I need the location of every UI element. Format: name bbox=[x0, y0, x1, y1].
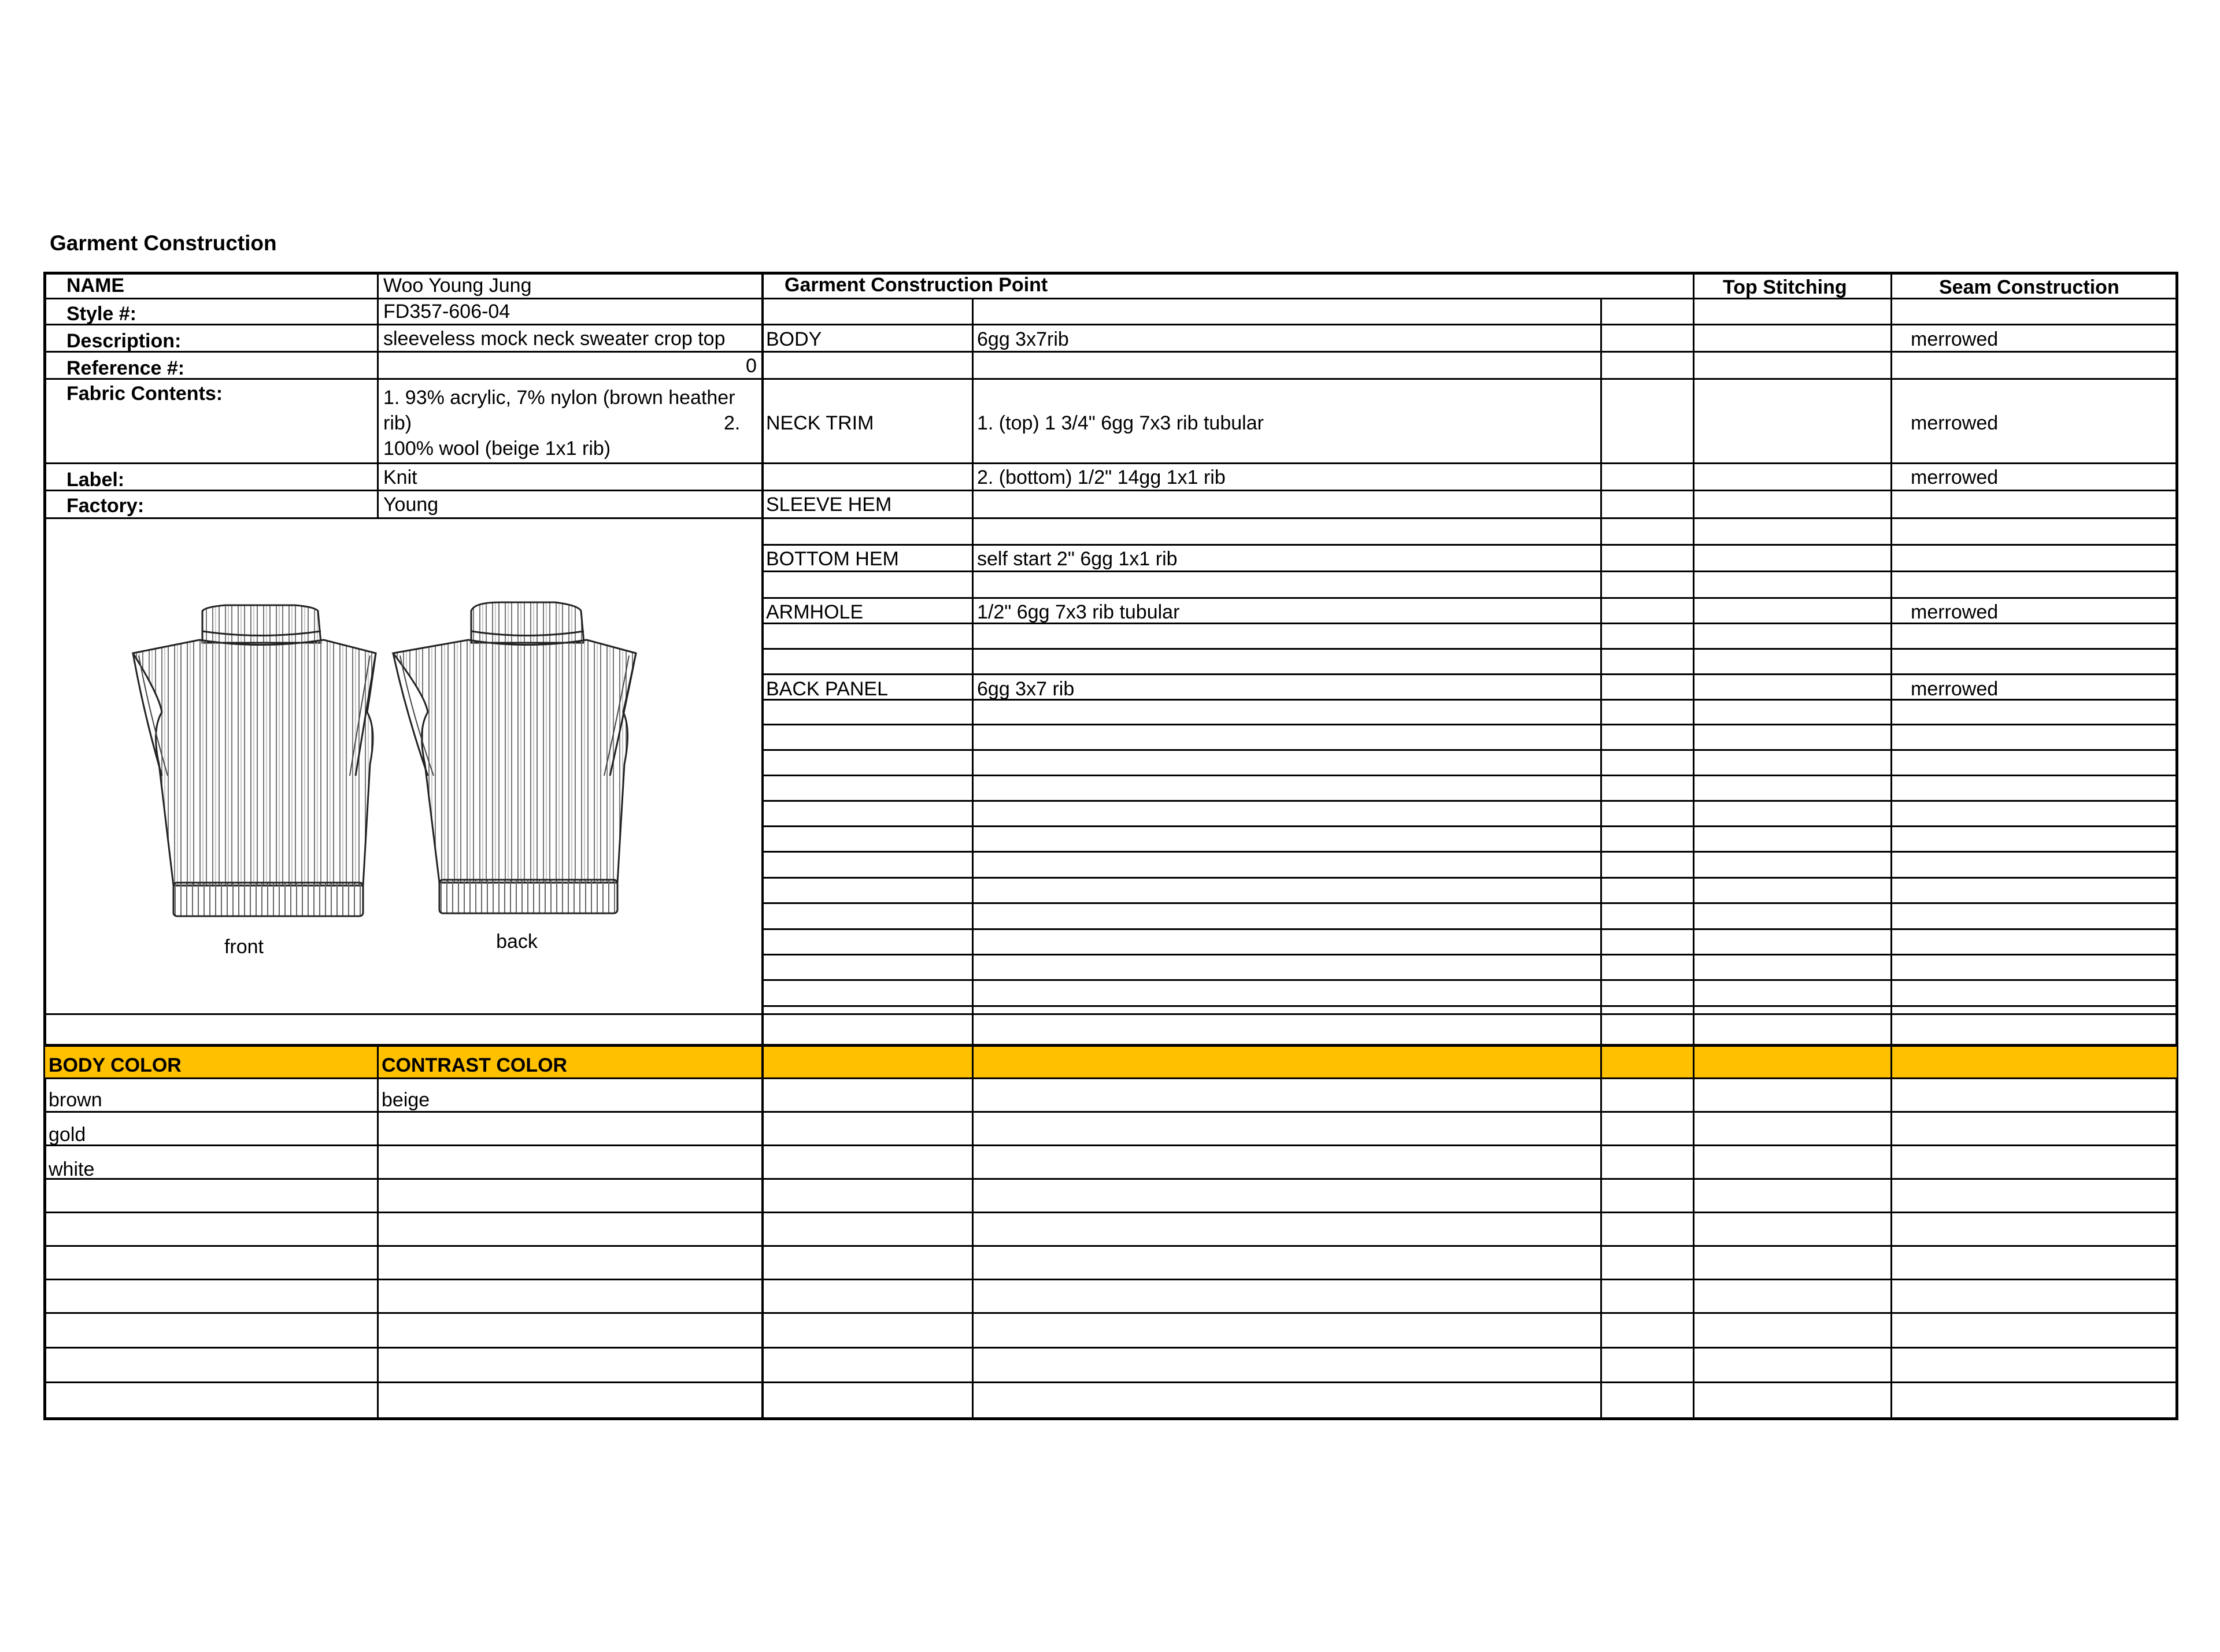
body-color-item: brown bbox=[49, 1089, 102, 1111]
construction-detail: self start 2" 6gg 1x1 rib bbox=[977, 548, 1178, 570]
grid-vline bbox=[377, 272, 379, 519]
grid-hline bbox=[45, 1111, 2177, 1113]
grid-hline bbox=[761, 324, 2177, 325]
grid-hline bbox=[761, 351, 2177, 353]
style-value: FD357-606-04 bbox=[383, 301, 510, 323]
seam-construction-header: Seam Construction bbox=[1939, 276, 2119, 298]
body-color-item: white bbox=[49, 1158, 95, 1180]
grid-hline bbox=[761, 954, 2177, 955]
grid-hline bbox=[761, 648, 2177, 650]
body-color-header: BODY COLOR bbox=[49, 1054, 182, 1076]
contrast-color-header: CONTRAST COLOR bbox=[382, 1054, 568, 1076]
grid-hline bbox=[761, 571, 2177, 572]
grid-hline bbox=[761, 902, 2177, 904]
top-stitching-header: Top Stitching bbox=[1723, 276, 1847, 298]
grid-vline bbox=[761, 272, 764, 1420]
front-sketch bbox=[133, 605, 376, 916]
description-label: Description: bbox=[66, 330, 182, 352]
grid-hline bbox=[761, 800, 2177, 802]
back-label: back bbox=[496, 931, 538, 953]
grid-hline bbox=[45, 1044, 2177, 1047]
style-label: Style #: bbox=[66, 303, 136, 325]
grid-hline bbox=[761, 749, 2177, 751]
back-sketch bbox=[393, 602, 636, 913]
page-title: Garment Construction bbox=[50, 231, 277, 255]
seam-value: merrowed bbox=[1911, 412, 1999, 434]
fabric-label: Fabric Contents: bbox=[66, 383, 223, 405]
grid-hline bbox=[761, 1005, 2177, 1007]
reference-value: 0 bbox=[746, 355, 757, 377]
construction-detail: 6gg 3x7rib bbox=[977, 328, 1069, 350]
construction-detail: 6gg 3x7 rib bbox=[977, 678, 1075, 700]
grid-hline bbox=[45, 1381, 2177, 1383]
seam-value: merrowed bbox=[1911, 466, 1999, 488]
grid-vline bbox=[1693, 272, 1694, 1420]
grid-hline bbox=[45, 324, 761, 325]
grid-hline bbox=[45, 298, 761, 299]
front-label: front bbox=[224, 936, 264, 958]
construction-point: BODY bbox=[766, 328, 822, 350]
grid-hline bbox=[761, 544, 2177, 546]
grid-vline bbox=[1600, 298, 1602, 1420]
color-header-band bbox=[45, 1046, 2177, 1077]
grid-hline bbox=[45, 1077, 2177, 1079]
grid-hline bbox=[761, 851, 2177, 853]
grid-hline bbox=[761, 462, 2177, 464]
grid-hline bbox=[761, 724, 2177, 725]
body-color-item: gold bbox=[49, 1124, 86, 1146]
grid-hline bbox=[761, 825, 2177, 827]
grid-hline bbox=[45, 490, 761, 491]
grid-hline bbox=[45, 1144, 2177, 1146]
label-label: Label: bbox=[66, 469, 125, 491]
factory-label: Factory: bbox=[66, 495, 145, 517]
name-value: Woo Young Jung bbox=[383, 275, 532, 297]
grid-hline bbox=[761, 877, 2177, 879]
factory-value: Young bbox=[383, 494, 439, 516]
grid-vline bbox=[377, 1046, 379, 1420]
fabric-line-2b: 2. bbox=[724, 412, 741, 434]
grid-hline bbox=[761, 928, 2177, 930]
name-label: NAME bbox=[66, 275, 125, 297]
grid-hline bbox=[761, 673, 2177, 675]
construction-point: BOTTOM HEM bbox=[766, 548, 899, 570]
construction-detail: 1. (top) 1 3/4" 6gg 7x3 rib tubular bbox=[977, 412, 1264, 434]
seam-value: merrowed bbox=[1911, 328, 1999, 350]
construction-detail: 2. (bottom) 1/2" 14gg 1x1 rib bbox=[977, 466, 1226, 488]
grid-vline bbox=[1890, 272, 1892, 1420]
grid-hline bbox=[45, 1178, 2177, 1180]
reference-label: Reference #: bbox=[66, 357, 185, 379]
fabric-line-3: 100% wool (beige 1x1 rib) bbox=[383, 438, 611, 460]
garment-sketch bbox=[46, 521, 758, 1040]
construction-point: ARMHOLE bbox=[766, 601, 864, 623]
grid-hline bbox=[45, 1312, 2177, 1314]
construction-detail: 1/2" 6gg 7x3 rib tubular bbox=[977, 601, 1180, 623]
construction-point: SLEEVE HEM bbox=[766, 494, 892, 516]
label-value: Knit bbox=[383, 466, 417, 488]
grid-hline bbox=[45, 1347, 2177, 1349]
seam-value: merrowed bbox=[1911, 601, 1999, 623]
construction-point: NECK TRIM bbox=[766, 412, 874, 434]
grid-hline bbox=[761, 979, 2177, 981]
grid-hline bbox=[761, 517, 2177, 519]
construction-point-header: Garment Construction Point bbox=[785, 274, 1048, 296]
grid-hline bbox=[45, 517, 761, 519]
grid-hline bbox=[45, 1245, 2177, 1247]
grid-hline bbox=[761, 490, 2177, 491]
grid-hline bbox=[45, 462, 761, 464]
grid-hline bbox=[45, 1212, 2177, 1213]
fabric-line-1: 1. 93% acrylic, 7% nylon (brown heather bbox=[383, 387, 735, 409]
description-value: sleeveless mock neck sweater crop top bbox=[383, 328, 726, 350]
grid-vline bbox=[972, 298, 974, 1420]
contrast-color-item: beige bbox=[382, 1089, 430, 1111]
construction-point: BACK PANEL bbox=[766, 678, 889, 700]
grid-hline bbox=[761, 378, 2177, 380]
seam-value: merrowed bbox=[1911, 678, 1999, 700]
fabric-line-2a: rib) bbox=[383, 412, 412, 434]
grid-hline bbox=[45, 1279, 2177, 1280]
grid-hline bbox=[761, 597, 2177, 599]
grid-hline bbox=[761, 775, 2177, 776]
